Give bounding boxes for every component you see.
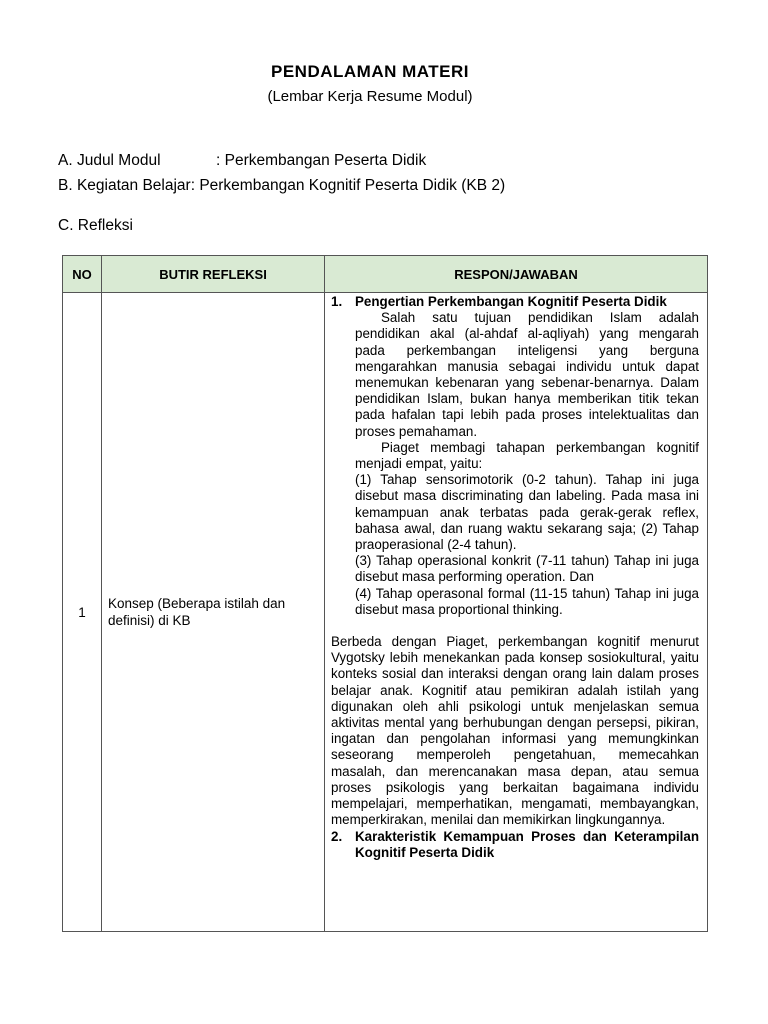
paragraph: Salah satu tujuan pendidikan Islam adalah pendidikan akal (al-ahdaf al-aqliyah) yang mengarah pada perkembangan inteligensi yang berguna mengarahkan manusia sebagai individu untuk dapat menemukan kebenaran yang sebenar-benarnya. Dalam pendidikan Islam, bukan hanya memberikan titik tekan pada hafalan tapi lebih pada proses intelektualitas dan proses pemahaman. <box>355 310 699 439</box>
judul-modul-label: A. Judul Modul <box>58 152 161 169</box>
refleksi-table <box>62 255 708 932</box>
refleksi-heading: C. Refleksi <box>58 217 133 234</box>
paragraph: (3) Tahap operasional konkrit (7-11 tahun) Tahap ini juga disebut masa performing operation. Dan <box>355 553 699 585</box>
table-header-row <box>63 256 708 293</box>
paragraph: Piaget membagi tahapan perkembangan kognitif menjadi empat, yaitu: <box>355 439 699 472</box>
judul-modul-line <box>58 152 426 170</box>
section-heading-1: 1. Pengertian Perkembangan Kognitif Peserta Didik <box>331 294 667 309</box>
row-number: 1 <box>63 293 102 932</box>
butir-refleksi-cell: Konsep (Beberapa istilah dan definisi) di KB <box>102 293 325 932</box>
header-respon-jawaban: RESPON/JAWABAN <box>325 256 708 293</box>
header-no: NO <box>63 256 102 293</box>
respon-cell <box>325 293 708 932</box>
paragraph: (4) Tahap operasonal formal (11-15 tahun) Tahap ini juga disebut masa proportional thinking. <box>355 585 699 617</box>
kegiatan-belajar-value: : Perkembangan Kognitif Peserta Didik (KB 2) <box>190 177 506 194</box>
kegiatan-belajar-label: B. Kegiatan Belajar <box>58 177 191 194</box>
section-heading-2: 2. Karakteristik Kemampuan Proses dan Keterampilan Kognitif Peserta Didik <box>331 828 699 860</box>
section-1-body <box>331 310 699 618</box>
header-butir-refleksi: BUTIR REFLEKSI <box>102 256 325 293</box>
kegiatan-belajar-line <box>58 177 505 195</box>
paragraph: Berbeda dengan Piaget, perkembangan kognitif menurut Vygotsky lebih menekankan pada konsep sosiokultural, yaitu konteks sosial dan interaksi dengan orang lain dalam proses belajar anak. Kognitif atau pemikiran adalah istilah yang digunakan oleh ahli psikologi untuk menjelaskan semua aktivitas mental yang berhubungan dengan persepsi, pikiran, ingatan dan pengolahan informasi yang memungkinkan seseorang memperoleh pengetahuan, memecahkan masalah, dan merencanakan masa depan, atau semua proses psikologis yang berkaitan bagaimana individu mempelajari, memperhatikan, mengamati, membayangkan, memperkirakan, menilai dan memikirkan lingkungannya. <box>331 634 699 828</box>
page-title: PENDALAMAN MATERI <box>270 62 469 81</box>
table-row <box>63 293 708 932</box>
judul-modul-value: : Perkembangan Peserta Didik <box>216 152 427 169</box>
paragraph: (1) Tahap sensorimotorik (0-2 tahun). Tahap ini juga disebut masa discriminating dan labeling. Pada masa ini kemampuan anak terbatas pada gerak-gerak reflex, bahasa awal, dan ruang waktu sekarang saja; (2) Tahap praoperasional (2-4 tahun). <box>355 472 699 553</box>
page-subtitle: (Lembar Kerja Resume Modul) <box>267 88 473 105</box>
